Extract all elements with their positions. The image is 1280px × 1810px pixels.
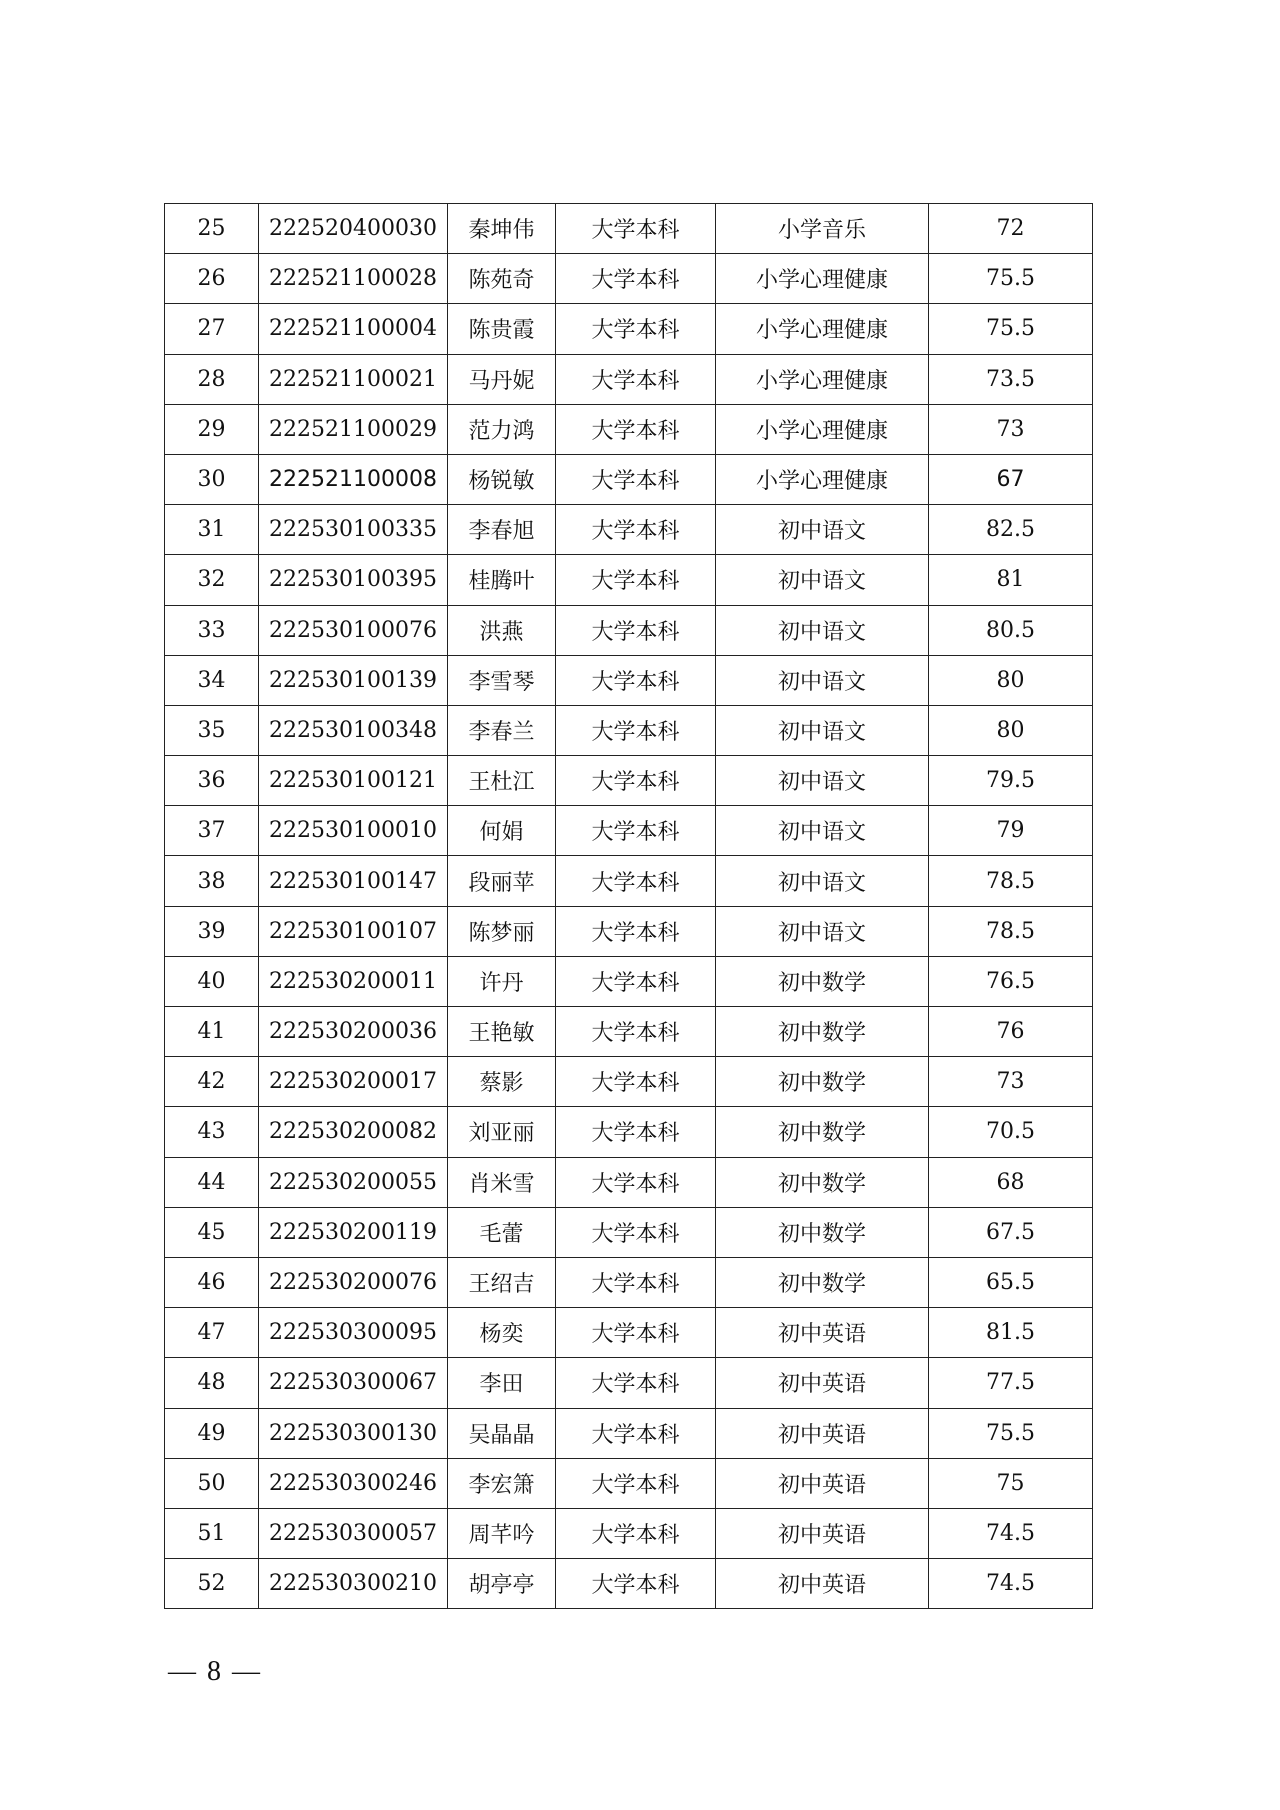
score-cell: 74.5 bbox=[929, 1508, 1093, 1558]
subject-cell: 初中数学 bbox=[716, 1057, 929, 1107]
score-cell: 76 bbox=[929, 1007, 1093, 1057]
table-row bbox=[165, 1358, 1093, 1408]
table-row bbox=[165, 254, 1093, 304]
exam-id-cell: 222530200082 bbox=[259, 1107, 448, 1157]
name-cell: 李雪琴 bbox=[448, 655, 556, 705]
education-cell: 大学本科 bbox=[556, 1257, 716, 1307]
row-number-cell: 37 bbox=[165, 806, 259, 856]
score-cell: 75 bbox=[929, 1458, 1093, 1508]
row-number-cell: 38 bbox=[165, 856, 259, 906]
education-cell: 大学本科 bbox=[556, 1157, 716, 1207]
row-number-cell: 35 bbox=[165, 705, 259, 755]
education-cell: 大学本科 bbox=[556, 1408, 716, 1458]
table-row bbox=[165, 1508, 1093, 1558]
table-row bbox=[165, 1257, 1093, 1307]
name-cell: 范力鸿 bbox=[448, 404, 556, 454]
education-cell: 大学本科 bbox=[556, 505, 716, 555]
education-cell: 大学本科 bbox=[556, 705, 716, 755]
subject-cell: 初中语文 bbox=[716, 756, 929, 806]
score-cell: 78.5 bbox=[929, 856, 1093, 906]
exam-id-cell: 222530200076 bbox=[259, 1257, 448, 1307]
score-cell: 77.5 bbox=[929, 1358, 1093, 1408]
table-row bbox=[165, 655, 1093, 705]
education-cell: 大学本科 bbox=[556, 1358, 716, 1408]
education-cell: 大学本科 bbox=[556, 404, 716, 454]
score-cell: 68 bbox=[929, 1157, 1093, 1207]
subject-cell: 小学心理健康 bbox=[716, 454, 929, 504]
name-cell: 陈贵霞 bbox=[448, 304, 556, 354]
table-row bbox=[165, 605, 1093, 655]
name-cell: 许丹 bbox=[448, 956, 556, 1006]
row-number-cell: 42 bbox=[165, 1057, 259, 1107]
table-row bbox=[165, 1408, 1093, 1458]
score-cell: 70.5 bbox=[929, 1107, 1093, 1157]
exam-id-cell: 222530100139 bbox=[259, 655, 448, 705]
row-number-cell: 27 bbox=[165, 304, 259, 354]
subject-cell: 初中语文 bbox=[716, 856, 929, 906]
row-number-cell: 36 bbox=[165, 756, 259, 806]
subject-cell: 初中语文 bbox=[716, 705, 929, 755]
exam-id-cell: 222530200036 bbox=[259, 1007, 448, 1057]
score-cell: 78.5 bbox=[929, 906, 1093, 956]
subject-cell: 初中数学 bbox=[716, 1257, 929, 1307]
name-cell: 吴晶晶 bbox=[448, 1408, 556, 1458]
education-cell: 大学本科 bbox=[556, 1007, 716, 1057]
education-cell: 大学本科 bbox=[556, 254, 716, 304]
score-cell: 76.5 bbox=[929, 956, 1093, 1006]
candidate-table bbox=[164, 203, 1093, 1609]
row-number-cell: 40 bbox=[165, 956, 259, 1006]
education-cell: 大学本科 bbox=[556, 655, 716, 705]
exam-id-cell: 222521100021 bbox=[259, 354, 448, 404]
score-cell: 65.5 bbox=[929, 1257, 1093, 1307]
name-cell: 毛蕾 bbox=[448, 1207, 556, 1257]
table-row bbox=[165, 756, 1093, 806]
education-cell: 大学本科 bbox=[556, 1458, 716, 1508]
table-row bbox=[165, 956, 1093, 1006]
name-cell: 王绍吉 bbox=[448, 1257, 556, 1307]
exam-id-cell: 222530300130 bbox=[259, 1408, 448, 1458]
row-number-cell: 33 bbox=[165, 605, 259, 655]
education-cell: 大学本科 bbox=[556, 454, 716, 504]
subject-cell: 初中数学 bbox=[716, 1207, 929, 1257]
name-cell: 李宏箫 bbox=[448, 1458, 556, 1508]
education-cell: 大学本科 bbox=[556, 1207, 716, 1257]
row-number-cell: 25 bbox=[165, 204, 259, 254]
exam-id-cell: 222530200055 bbox=[259, 1157, 448, 1207]
score-cell: 67.5 bbox=[929, 1207, 1093, 1257]
row-number-cell: 43 bbox=[165, 1107, 259, 1157]
row-number-cell: 29 bbox=[165, 404, 259, 454]
subject-cell: 初中英语 bbox=[716, 1408, 929, 1458]
row-number-cell: 31 bbox=[165, 505, 259, 555]
subject-cell: 初中数学 bbox=[716, 1107, 929, 1157]
name-cell: 杨锐敏 bbox=[448, 454, 556, 504]
exam-id-cell: 222521100029 bbox=[259, 404, 448, 454]
name-cell: 秦坤伟 bbox=[448, 204, 556, 254]
table-row bbox=[165, 856, 1093, 906]
score-cell: 75.5 bbox=[929, 1408, 1093, 1458]
score-cell: 72 bbox=[929, 204, 1093, 254]
row-number-cell: 52 bbox=[165, 1559, 259, 1609]
name-cell: 李春兰 bbox=[448, 705, 556, 755]
subject-cell: 初中英语 bbox=[716, 1559, 929, 1609]
score-cell: 73 bbox=[929, 404, 1093, 454]
exam-id-cell: 222521100028 bbox=[259, 254, 448, 304]
name-cell: 杨奕 bbox=[448, 1308, 556, 1358]
education-cell: 大学本科 bbox=[556, 1308, 716, 1358]
score-cell: 79.5 bbox=[929, 756, 1093, 806]
row-number-cell: 45 bbox=[165, 1207, 259, 1257]
exam-id-cell: 222530100121 bbox=[259, 756, 448, 806]
table-row bbox=[165, 906, 1093, 956]
subject-cell: 初中数学 bbox=[716, 1157, 929, 1207]
subject-cell: 小学心理健康 bbox=[716, 404, 929, 454]
row-number-cell: 47 bbox=[165, 1308, 259, 1358]
score-cell: 75.5 bbox=[929, 304, 1093, 354]
exam-id-cell: 222530200017 bbox=[259, 1057, 448, 1107]
table-row bbox=[165, 555, 1093, 605]
education-cell: 大学本科 bbox=[556, 354, 716, 404]
score-cell: 73 bbox=[929, 1057, 1093, 1107]
row-number-cell: 51 bbox=[165, 1508, 259, 1558]
education-cell: 大学本科 bbox=[556, 555, 716, 605]
score-cell: 82.5 bbox=[929, 505, 1093, 555]
name-cell: 洪燕 bbox=[448, 605, 556, 655]
name-cell: 何娟 bbox=[448, 806, 556, 856]
subject-cell: 初中数学 bbox=[716, 956, 929, 1006]
name-cell: 胡亭亭 bbox=[448, 1559, 556, 1609]
exam-id-cell: 222530100348 bbox=[259, 705, 448, 755]
table-row bbox=[165, 1157, 1093, 1207]
table-row bbox=[165, 454, 1093, 504]
table-row bbox=[165, 304, 1093, 354]
exam-id-cell: 222530300067 bbox=[259, 1358, 448, 1408]
table-row bbox=[165, 404, 1093, 454]
row-number-cell: 41 bbox=[165, 1007, 259, 1057]
score-cell: 67 bbox=[929, 454, 1093, 504]
table-row bbox=[165, 1107, 1093, 1157]
education-cell: 大学本科 bbox=[556, 956, 716, 1006]
exam-id-cell: 222530100010 bbox=[259, 806, 448, 856]
subject-cell: 初中语文 bbox=[716, 505, 929, 555]
row-number-cell: 26 bbox=[165, 254, 259, 304]
subject-cell: 初中英语 bbox=[716, 1508, 929, 1558]
row-number-cell: 28 bbox=[165, 354, 259, 404]
table-row bbox=[165, 1308, 1093, 1358]
score-cell: 81 bbox=[929, 555, 1093, 605]
table-row bbox=[165, 1207, 1093, 1257]
score-cell: 80.5 bbox=[929, 605, 1093, 655]
education-cell: 大学本科 bbox=[556, 906, 716, 956]
education-cell: 大学本科 bbox=[556, 605, 716, 655]
name-cell: 刘亚丽 bbox=[448, 1107, 556, 1157]
score-cell: 74.5 bbox=[929, 1559, 1093, 1609]
exam-id-cell: 222530300095 bbox=[259, 1308, 448, 1358]
exam-id-cell: 222530100107 bbox=[259, 906, 448, 956]
exam-id-cell: 222530100335 bbox=[259, 505, 448, 555]
education-cell: 大学本科 bbox=[556, 1057, 716, 1107]
table-row bbox=[165, 806, 1093, 856]
name-cell: 段丽苹 bbox=[448, 856, 556, 906]
exam-id-cell: 222530100076 bbox=[259, 605, 448, 655]
score-cell: 73.5 bbox=[929, 354, 1093, 404]
name-cell: 桂腾叶 bbox=[448, 555, 556, 605]
exam-id-cell: 222530300246 bbox=[259, 1458, 448, 1508]
subject-cell: 初中语文 bbox=[716, 906, 929, 956]
subject-cell: 初中英语 bbox=[716, 1458, 929, 1508]
subject-cell: 小学音乐 bbox=[716, 204, 929, 254]
education-cell: 大学本科 bbox=[556, 204, 716, 254]
name-cell: 肖米雪 bbox=[448, 1157, 556, 1207]
candidate-table-body bbox=[165, 204, 1093, 1609]
education-cell: 大学本科 bbox=[556, 856, 716, 906]
row-number-cell: 46 bbox=[165, 1257, 259, 1307]
name-cell: 王杜江 bbox=[448, 756, 556, 806]
name-cell: 李春旭 bbox=[448, 505, 556, 555]
subject-cell: 初中语文 bbox=[716, 655, 929, 705]
exam-id-cell: 222530300210 bbox=[259, 1559, 448, 1609]
table-row bbox=[165, 204, 1093, 254]
exam-id-cell: 222530100395 bbox=[259, 555, 448, 605]
name-cell: 马丹妮 bbox=[448, 354, 556, 404]
score-cell: 80 bbox=[929, 705, 1093, 755]
subject-cell: 初中英语 bbox=[716, 1358, 929, 1408]
education-cell: 大学本科 bbox=[556, 756, 716, 806]
exam-id-cell: 222530300057 bbox=[259, 1508, 448, 1558]
table-row bbox=[165, 1057, 1093, 1107]
score-cell: 79 bbox=[929, 806, 1093, 856]
row-number-cell: 44 bbox=[165, 1157, 259, 1207]
education-cell: 大学本科 bbox=[556, 1508, 716, 1558]
name-cell: 王艳敏 bbox=[448, 1007, 556, 1057]
table-row bbox=[165, 1007, 1093, 1057]
subject-cell: 小学心理健康 bbox=[716, 354, 929, 404]
table-row bbox=[165, 354, 1093, 404]
table-row bbox=[165, 505, 1093, 555]
exam-id-cell: 222530200119 bbox=[259, 1207, 448, 1257]
table-row bbox=[165, 1559, 1093, 1609]
exam-id-cell: 222520400030 bbox=[259, 204, 448, 254]
row-number-cell: 30 bbox=[165, 454, 259, 504]
subject-cell: 小学心理健康 bbox=[716, 254, 929, 304]
exam-id-cell: 222521100004 bbox=[259, 304, 448, 354]
education-cell: 大学本科 bbox=[556, 1107, 716, 1157]
score-cell: 81.5 bbox=[929, 1308, 1093, 1358]
name-cell: 周芊吟 bbox=[448, 1508, 556, 1558]
subject-cell: 小学心理健康 bbox=[716, 304, 929, 354]
education-cell: 大学本科 bbox=[556, 304, 716, 354]
name-cell: 陈梦丽 bbox=[448, 906, 556, 956]
exam-id-cell: 222521100008 bbox=[259, 454, 448, 504]
name-cell: 李田 bbox=[448, 1358, 556, 1408]
subject-cell: 初中英语 bbox=[716, 1308, 929, 1358]
row-number-cell: 48 bbox=[165, 1358, 259, 1408]
row-number-cell: 49 bbox=[165, 1408, 259, 1458]
page-number: — 8 — bbox=[168, 1656, 262, 1687]
row-number-cell: 39 bbox=[165, 906, 259, 956]
subject-cell: 初中数学 bbox=[716, 1007, 929, 1057]
score-cell: 75.5 bbox=[929, 254, 1093, 304]
row-number-cell: 50 bbox=[165, 1458, 259, 1508]
exam-id-cell: 222530100147 bbox=[259, 856, 448, 906]
education-cell: 大学本科 bbox=[556, 1559, 716, 1609]
name-cell: 陈苑奇 bbox=[448, 254, 556, 304]
row-number-cell: 32 bbox=[165, 555, 259, 605]
name-cell: 蔡影 bbox=[448, 1057, 556, 1107]
subject-cell: 初中语文 bbox=[716, 605, 929, 655]
table-row bbox=[165, 1458, 1093, 1508]
education-cell: 大学本科 bbox=[556, 806, 716, 856]
score-cell: 80 bbox=[929, 655, 1093, 705]
table-row bbox=[165, 705, 1093, 755]
subject-cell: 初中语文 bbox=[716, 555, 929, 605]
subject-cell: 初中语文 bbox=[716, 806, 929, 856]
exam-id-cell: 222530200011 bbox=[259, 956, 448, 1006]
row-number-cell: 34 bbox=[165, 655, 259, 705]
